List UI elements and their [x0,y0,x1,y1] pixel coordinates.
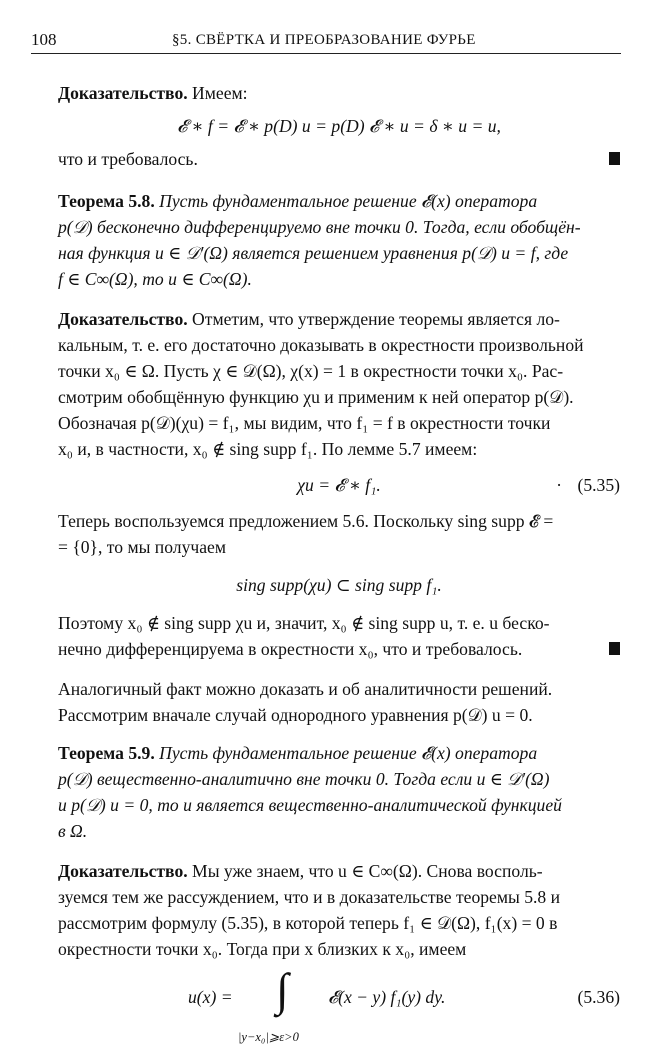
proof-line: Теперь воспользуемся предложением 5.6. Поскольку sing supp 𝓔 = [58,511,554,531]
paragraph-line: Рассмотрим вначале случай однородного уравнения p(𝒟) u = 0. [58,705,533,725]
proof-1-end [58,146,620,172]
running-title: §5. СВЁРТКА И ПРЕОБРАЗОВАНИЕ ФУРЬЕ [172,32,476,48]
proof-1-intro [58,80,620,106]
proof-line: Отметим, что утверждение теоремы является ло- [192,309,560,329]
equation-number: (5.35) [577,475,620,495]
theorem-5-8 [58,188,620,292]
proof-line: Поэтому x₀ ∉ sing supp χu и, значит, x₀ ∉ sing supp u, т. е. u беско- [58,613,550,633]
proof-line: рассмотрим формулу (5.35), в которой теперь f₁ ∈ 𝒟(Ω), f₁(x) = 0 в [58,913,558,933]
qed-square-icon [609,152,620,165]
proof-line: смотрим обобщённую функцию χu и применим к ней оператор p(𝒟). [58,387,574,407]
theorem-line: и p(𝒟) u = 0, то u является вещественно-аналитической функцией [58,795,562,815]
margin-dot: · [556,475,562,495]
page-header [31,27,621,54]
theorem-line: в Ω. [58,821,88,841]
formula-row [58,462,620,508]
theorem-line: Пусть фундаментальное решение 𝓔(x) оператора [159,743,538,763]
theorem-5-9 [58,740,620,844]
proof-line: нечно дифференцируема в окрестности x₀, что и требовалось. [58,639,523,659]
proof-line: окрестности точки x₀. Тогда при x близких к x₀, имеем [58,939,467,959]
proof-2 [58,306,620,662]
proof-line: кальным, т. е. его достаточно доказывать в окрестности произвольной [58,335,584,355]
integral-lhs: u(x) = [188,987,233,1007]
formula-row [58,106,620,146]
formula-5-36 [58,962,620,1060]
sing-supp-formula: sing supp(χu) ⊂ sing supp f₁. [236,575,442,595]
proof-line: зуемся тем же рассуждением, что и в доказательстве теоремы 5.8 и [58,887,561,907]
proof-text: Имеем: [192,83,248,103]
proof-line: = {0}, то мы получаем [58,537,226,557]
formula-5-35: χu = 𝓔 ∗ f₁. [297,475,381,495]
proof-conclusion: что и требовалось. [58,149,198,169]
page-number: 108 [31,30,57,49]
page-content [58,80,620,1060]
proof-label: Доказательство. [58,861,188,881]
proof-label: Доказательство. [58,83,188,103]
theorem-label: Теорема 5.8. [58,191,155,211]
proof-line: Обозначая p(𝒟)(χu) = f₁, мы видим, что f₁ = f в окрестности точки [58,413,551,433]
formula-row [58,560,620,610]
integral-subscript: |y−x₀|⩾ε>0 [238,1030,299,1044]
theorem-line: ная функция u ∈ 𝒟′(Ω) является решением уравнения p(𝒟) u = f, где [58,243,569,263]
equation-number: (5.36) [577,987,620,1007]
convolution-formula: 𝓔 ∗ f = 𝓔 ∗ p(D) u = p(D) 𝓔 ∗ u = δ ∗ u = u, [177,116,501,136]
proof-line: Мы уже знаем, что u ∈ C∞(Ω). Снова восполь- [192,861,543,881]
theorem-label: Теорема 5.9. [58,743,155,763]
theorem-line: Пусть фундаментальное решение 𝓔(x) оператора [159,191,538,211]
analytic-intro [58,676,620,728]
theorem-line: p(𝒟) вещественно-аналитично вне точки 0. Тогда если u ∈ 𝒟′(Ω) [58,769,550,789]
proof-line: точки x₀ ∈ Ω. Пусть χ ∈ 𝒟(Ω), χ(x) = 1 в окрестности точки x₀. Рас- [58,361,564,381]
paragraph-line: Аналогичный факт можно доказать и об аналитичности решений. [58,679,553,699]
theorem-line: p(𝒟) бесконечно дифференцируемо вне точки 0. Тогда, если обобщён- [58,217,581,237]
proof-line: x₀ и, в частности, x₀ ∉ sing supp f₁. По лемме 5.7 имеем: [58,439,478,459]
qed-square-icon [609,642,620,655]
proof-3 [58,858,620,1060]
integral-sign: ∫ [276,964,289,1015]
proof-label: Доказательство. [58,309,188,329]
theorem-line: f ∈ C∞(Ω), то u ∈ C∞(Ω). [58,269,252,289]
proof-2-end [58,610,620,662]
integral-rhs: 𝓔(x − y) f₁(y) dy. [328,987,446,1007]
